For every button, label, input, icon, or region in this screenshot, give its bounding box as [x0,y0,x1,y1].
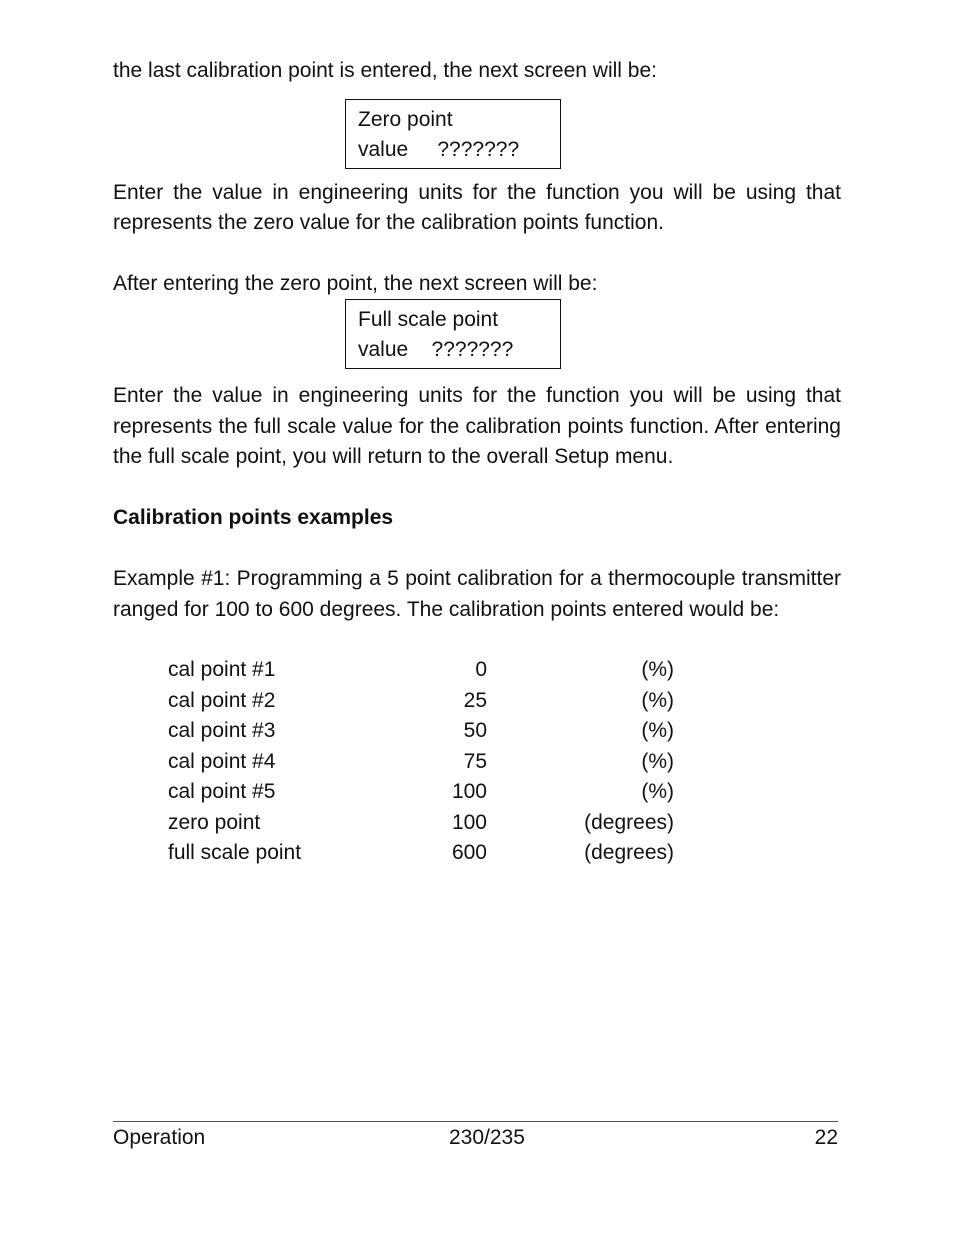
row-value: 0 [475,658,487,681]
intro-text: the last calibration point is entered, the next screen will be: [113,59,657,82]
after-zero-text: After entering the zero point, the next screen will be: [113,271,598,295]
table-row [168,686,841,717]
row-label: cal point #2 [168,688,276,712]
full-scale-screen [345,299,561,369]
zero-screen-line2: value ??????? [358,137,520,161]
table-row [168,716,841,747]
table-row [168,838,841,869]
row-value: 50 [463,719,487,742]
full-screen-line2: value ??????? [358,338,514,361]
footer-page-number: 22 [814,1126,838,1149]
row-unit: (degrees) [584,810,674,834]
zero-screen-line1: Zero point [358,107,453,131]
table-row [168,808,841,839]
row-value: 25 [463,688,487,712]
row-label: cal point #1 [168,658,276,681]
row-unit: (%) [641,719,674,742]
row-label: cal point #4 [168,749,276,773]
full-screen-line1: Full scale point [358,308,499,331]
footer-model: 230/235 [449,1126,525,1149]
table-row [168,655,841,686]
full-scale-paragraph: Enter the value in engineering units for the function you will be using that represents the full scale value for the calibration points function. After entering the full scale point, you will return to the overall Setup menu. [113,384,841,468]
zero-paragraph: Enter the value in engineering units for the function you will be using that represents the zero value for the calibration points function. [113,180,841,234]
table-row [168,777,841,808]
row-unit: (%) [641,658,674,681]
row-unit: (degrees) [584,841,674,864]
row-label: cal point #3 [168,719,276,742]
row-value: 600 [451,841,487,864]
row-label: full scale point [168,841,302,864]
row-unit: (%) [641,749,674,773]
page-footer [113,1121,838,1152]
row-value: 100 [451,780,487,803]
page-body [113,56,841,869]
row-value: 100 [451,810,487,834]
row-label: zero point [168,810,261,834]
section-heading: Calibration points examples [113,505,394,529]
row-value: 75 [463,749,487,773]
zero-point-screen [345,99,561,169]
calibration-table [168,655,841,869]
row-unit: (%) [641,688,674,712]
footer-section: Operation [113,1126,206,1149]
row-label: cal point #5 [168,780,276,803]
table-row [168,747,841,778]
row-unit: (%) [641,780,674,803]
example-paragraph: Example #1: Programming a 5 point calibration for a thermocouple transmitter ranged for 100 to 600 degrees. The calibration points entered would be: [113,567,841,621]
